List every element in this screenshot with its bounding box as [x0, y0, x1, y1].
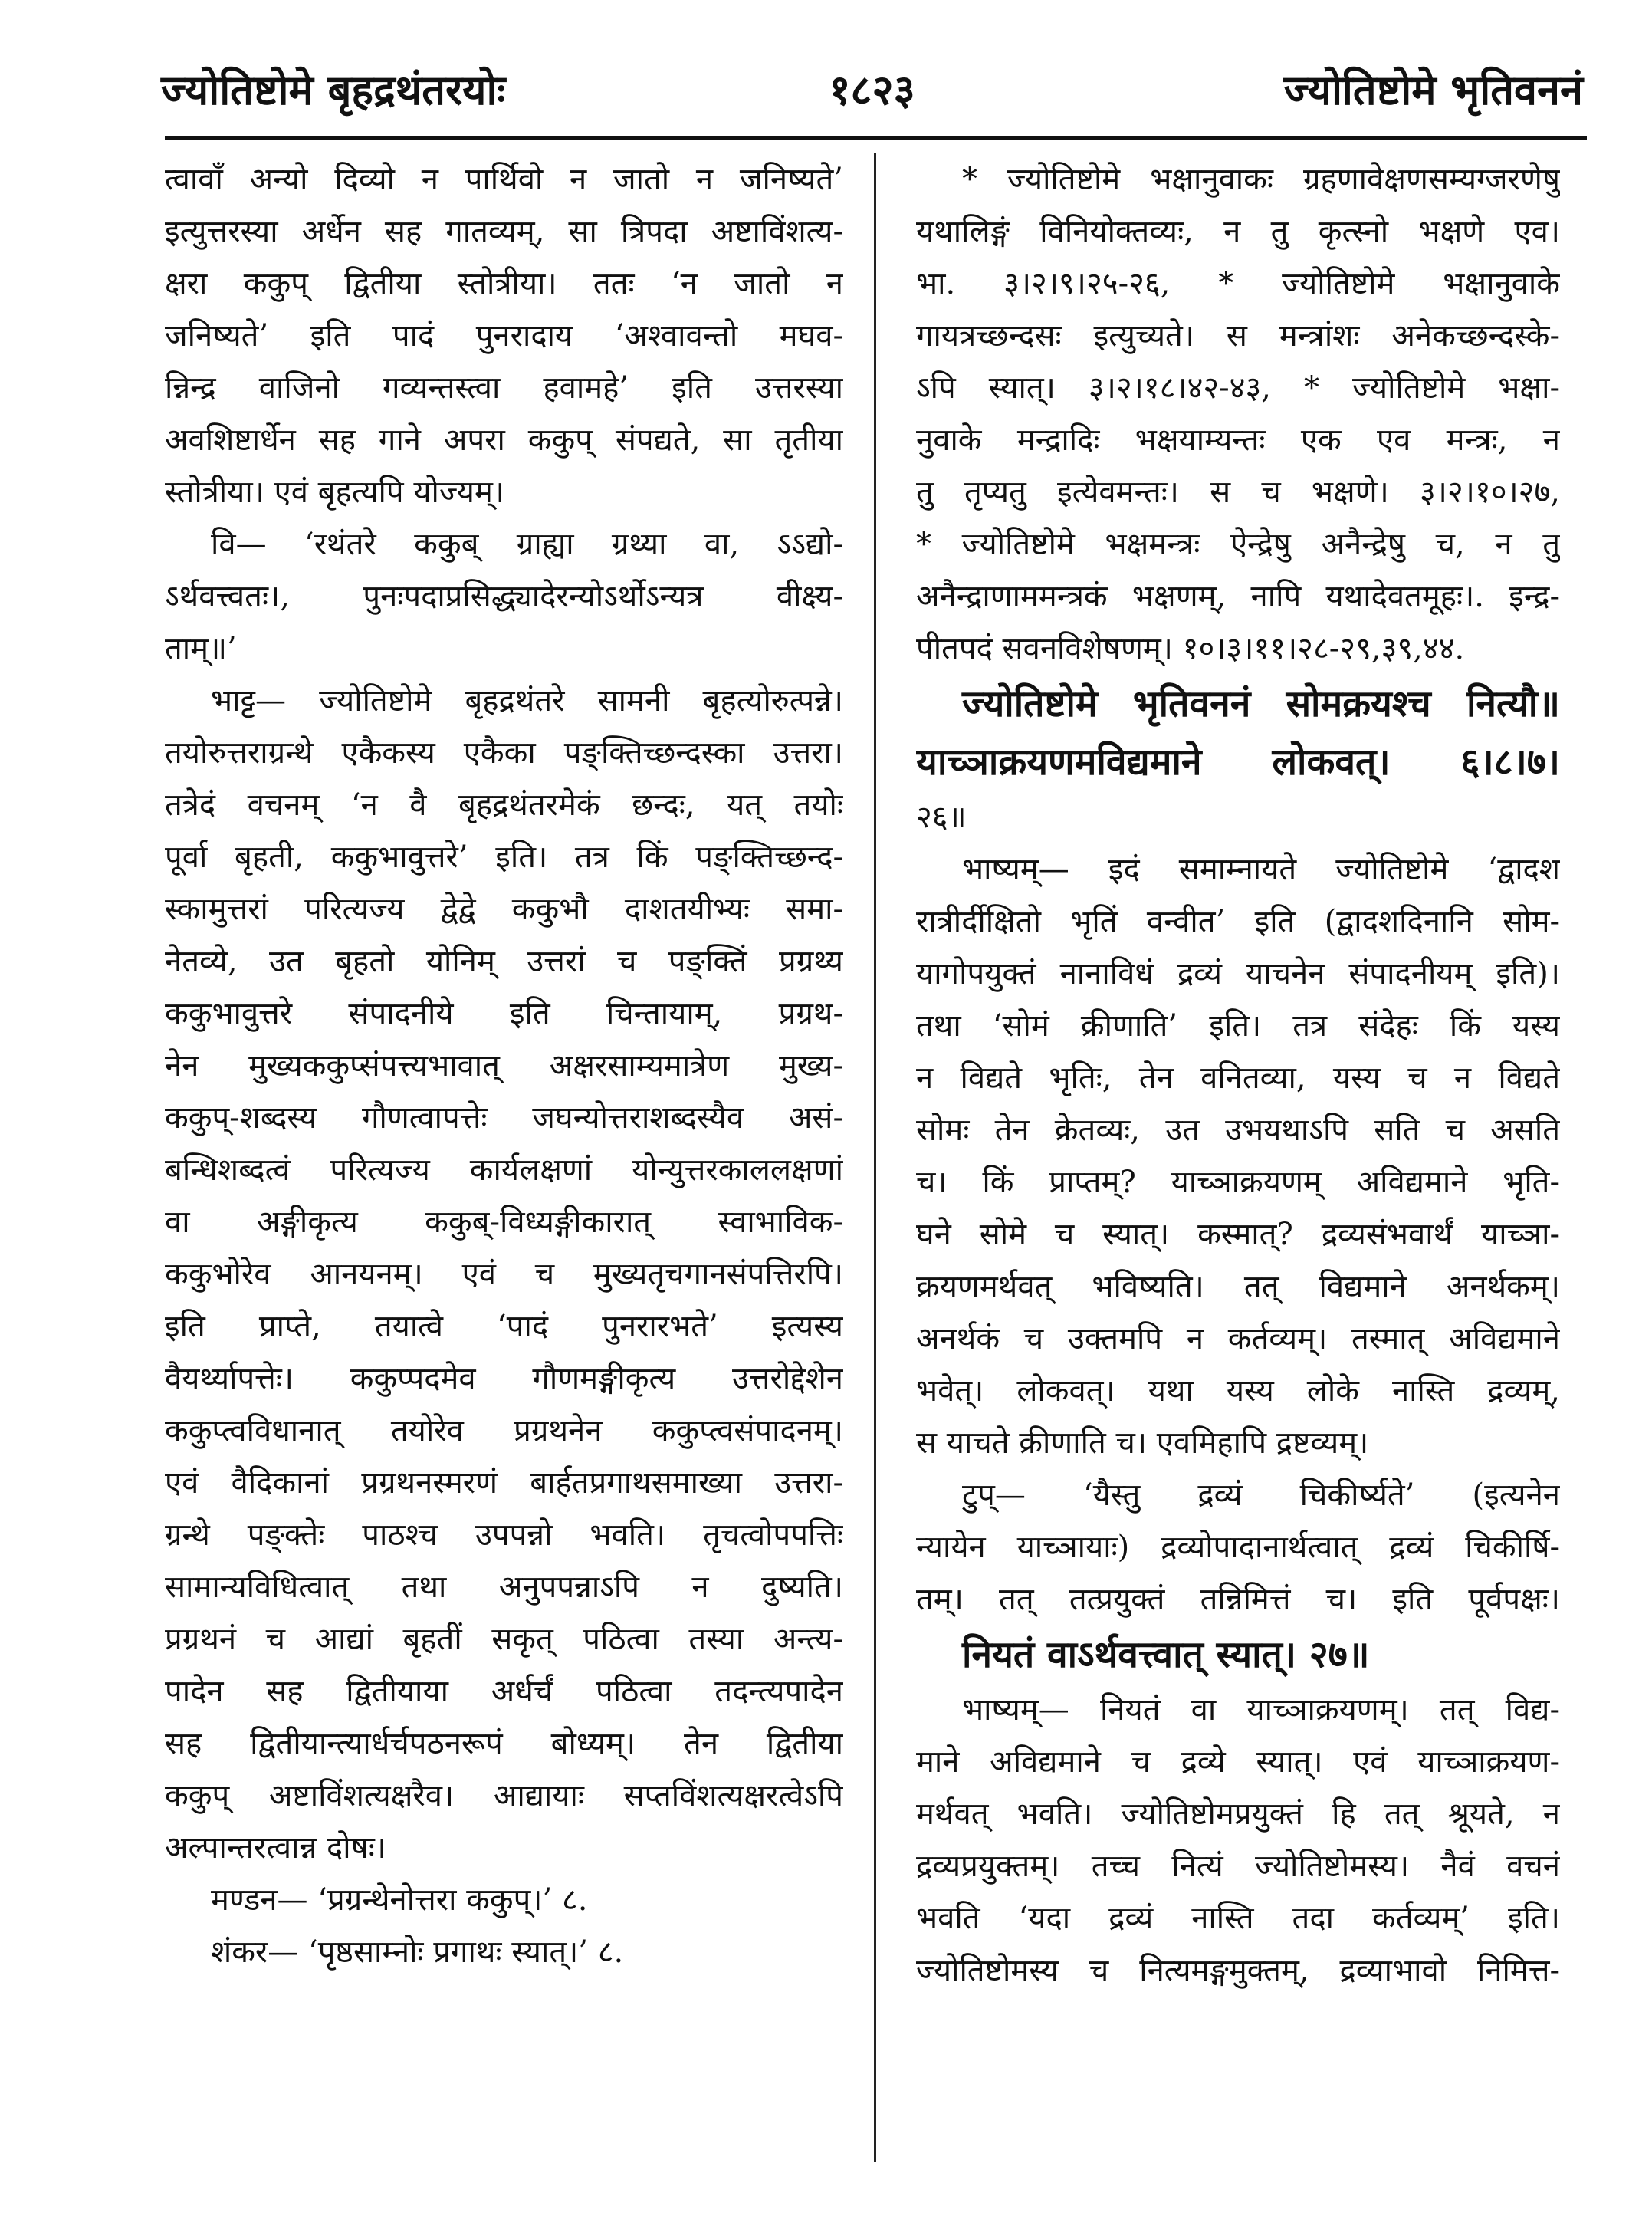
text-line: प्रग्रथनं च आद्यां बृहतीं सकृत् पठित्वा तस्या अन्त्य- — [165, 1622, 843, 1657]
text-line: भवेत्। लोकवत्। यथा यस्य लोके नास्ति द्रव्यम्, — [916, 1373, 1560, 1409]
column-divider — [874, 153, 876, 2162]
text-line: तु तृप्यतु इत्येवमन्तः। स च भक्षणे। ३।२।१०।२७, — [916, 475, 1560, 510]
text-line: ऽर्थवत्त्वतः।, पुनःपदाप्रसिद्ध्यादेरन्योऽर्थोऽन्यत्र वीक्ष्य- — [165, 579, 843, 614]
text-line: तयोरुत्तराग्रन्थे एकैकस्य एकैका पङ्क्तिच्छन्दस्का उत्तरा। — [165, 735, 843, 771]
text-line: क्षरा ककुप् द्वितीया स्तोत्रीया। ततः ‘न जातो न — [165, 266, 843, 301]
text-line: भाष्यम्— नियतं वा याच्ञाक्रयणम्। तत् विद्य- — [962, 1692, 1560, 1727]
text-line: अनैन्द्राणाममन्त्रकं भक्षणम्, नापि यथादेवतमूहः।. इन्द्र- — [916, 579, 1560, 614]
text-line: नेतव्ये, उत बृहतो योनिम् उत्तरां च पङ्क्तिं प्रग्रथ्य — [165, 944, 843, 979]
text-line: ऽपि स्यात्। ३।२।१८।४२-४३, * ज्योतिष्टोमे भक्षा- — [916, 370, 1560, 406]
text-line: तथा ‘सोमं क्रीणाति’ इति। तत्र संदेहः किं यस्य — [916, 1008, 1560, 1044]
text-line: स याचते क्रीणाति च। एवमिहापि द्रष्टव्यम्। — [916, 1425, 1369, 1461]
text-line: सह द्वितीयान्त्यार्धर्चपठनरूपं बोध्यम्। तेन द्वितीया — [165, 1726, 843, 1761]
text-line: सामान्यविधित्वात् तथा अनुपपन्नाऽपि न दुष्यति। — [165, 1570, 843, 1605]
text-line: क्रयणमर्थवत् भविष्यति। तत् विद्यमाने अनर्थकम्। — [916, 1269, 1560, 1304]
text-line: मण्डन— ‘प्रग्रन्थेनोत्तरा ककुप्।’ ८. — [211, 1882, 588, 1918]
text-line: यागोपयुक्तं नानाविधं द्रव्यं याचनेन संपादनीयम् इति)। — [916, 956, 1560, 991]
text-line: वि— ‘रथंतरे ककुब् ग्राह्या ग्रथ्या वा, ऽऽद्यो- — [211, 527, 843, 562]
text-line: २६॥ — [916, 800, 967, 835]
left-column — [165, 153, 843, 2193]
text-line: मर्थवत् भवति। ज्योतिष्टोमप्रयुक्तं हि तत् श्रूयते, न — [916, 1796, 1560, 1832]
text-line: जनिष्यते’ इति पादं पुनरादाय ‘अश्वावन्तो मघव- — [165, 318, 843, 353]
text-line: न विद्यते भृतिः, तेन वनितव्या, यस्य च न विद्यते — [916, 1060, 1560, 1096]
sutra-heading: ज्योतिष्टोमे भृतिवननं सोमक्रयश्च नित्यौ॥ — [962, 682, 1560, 725]
text-line: द्रव्यप्रयुक्तम्। तच्च नित्यं ज्योतिष्टोमस्य। नैवं वचनं — [916, 1849, 1560, 1884]
running-head-right: ज्योतिष्टोमे भृतिवननं — [1283, 65, 1583, 114]
sutra-heading: नियतं वाऽर्थवत्त्वात् स्यात्। २७॥ — [962, 1633, 1370, 1676]
text-line: सोमः तेन क्रेतव्यः, उत उभयथाऽपि सति च असति — [916, 1113, 1560, 1148]
text-line: नुवाके मन्द्रादिः भक्षयाम्यन्तः एक एव मन्त्रः, न — [916, 422, 1560, 458]
page-number: १८२३ — [829, 65, 915, 114]
text-line: ककुप्त्वविधानात् तयोरेव प्रग्रथनेन ककुप्त्वसंपादनम्। — [165, 1413, 843, 1448]
text-line: शंकर— ‘पृष्ठसाम्नोः प्रगाथः स्यात्।’ ८. — [211, 1935, 624, 1970]
text-line: न्निन्द्र वाजिनो गव्यन्तस्त्वा हवामहे’ इति उत्तरस्या — [165, 370, 843, 406]
text-line: ककुभोरेव आनयनम्। एवं च मुख्यतृचगानसंपत्तिरपि। — [165, 1257, 843, 1292]
text-line: न्यायेन याच्ञायाः) द्रव्योपादानार्थत्वात् द्रव्यं चिकीर्षि- — [916, 1530, 1560, 1565]
text-line: नेन मुख्यककुप्संपत्त्यभावात् अक्षरसाम्यमात्रेण मुख्य- — [165, 1048, 843, 1083]
text-line: तत्रेदं वचनम् ‘न वै बृहद्रथंतरमेकं छन्दः, यत् तयोः — [165, 787, 843, 823]
text-line: * ज्योतिष्टोमे भक्षानुवाकः ग्रहणावेक्षणसम्यग्जरणेषु — [962, 162, 1560, 197]
text-line: भवति ‘यदा द्रव्यं नास्ति तदा कर्तव्यम्’ इति। — [916, 1901, 1560, 1936]
text-line: पादेन सह द्वितीयाया अर्धर्चं पठित्वा तदन्त्यपादेन — [165, 1674, 843, 1709]
page-header — [161, 61, 1583, 146]
sutra-heading: याच्ञाक्रयणमविद्यमाने लोकवत्। ६।८।७। — [916, 741, 1560, 784]
right-column — [916, 153, 1560, 2193]
text-line: ककुप्-शब्दस्य गौणत्वापत्तेः जघन्योत्तराशब्दस्यैव असं- — [165, 1100, 843, 1136]
text-line: पूर्वा बृहती, ककुभावुत्तरे’ इति। तत्र किं पङ्क्तिच्छन्द- — [165, 840, 843, 875]
text-line: वा अङ्गीकृत्य ककुब्-विध्यङ्गीकारात् स्वाभाविक- — [165, 1205, 843, 1240]
text-line: च। किं प्राप्तम्? याच्ञाक्रयणम् अविद्यमाने भृति- — [916, 1165, 1560, 1200]
text-line: घने सोमे च स्यात्। कस्मात्? द्रव्यसंभवार्थं याच्ञा- — [916, 1217, 1560, 1252]
text-line: भाट्ट— ज्योतिष्टोमे बृहद्रथंतरे सामनी बृहत्योरुत्पन्ने। — [211, 683, 843, 718]
text-line: स्कामुत्तरां परित्यज्य द्वेद्वे ककुभौ दाशतयीभ्यः समा- — [165, 892, 843, 927]
text-line: तम्। तत् तत्प्रयुक्तं तन्निमित्तं च। इति पूर्वपक्षः। — [916, 1582, 1560, 1617]
text-line: बन्धिशब्दत्वं परित्यज्य कार्यलक्षणां योन्युत्तरकाललक्षणां — [165, 1152, 843, 1188]
text-line: ककुभावुत्तरे संपादनीये इति चिन्तायाम्, प्रग्रथ- — [165, 996, 843, 1031]
text-line: यथालिङ्गं विनियोक्तव्यः, न तु कृत्स्नो भक्षणे एव। — [916, 214, 1560, 249]
text-line: इत्युत्तरस्या अर्धेन सह गातव्यम्, सा त्रिपदा अष्टाविंशत्य- — [165, 214, 843, 249]
text-line: अनर्थकं च उक्तमपि न कर्तव्यम्। तस्मात् अविद्यमाने — [916, 1321, 1560, 1356]
text-line: रात्रीर्दीक्षितो भृतिं वन्वीत’ इति (द्वादशदिनानि सोम- — [916, 904, 1560, 939]
text-line: अवशिष्टार्धेन सह गाने अपरा ककुप् संपद्यते, सा तृतीया — [165, 422, 843, 458]
text-line: गायत्रच्छन्दसः इत्युच्यते। स मन्त्रांशः अनेकच्छन्दस्के- — [916, 318, 1560, 353]
text-line: ताम्॥’ — [165, 631, 237, 666]
text-line: वैयर्थ्यापत्तेः। ककुप्पदमेव गौणमङ्गीकृत्य उत्तरोद्देशेन — [165, 1361, 843, 1396]
text-line: त्वावाँ अन्यो दिव्यो न पार्थिवो न जातो न जनिष्यते’ — [165, 162, 843, 197]
header-rule — [165, 136, 1587, 140]
text-line: इति प्राप्ते, तयात्वे ‘पादं पुनरारभते’ इत्यस्य — [165, 1309, 843, 1344]
text-line: स्तोत्रीया। एवं बृहत्यपि योज्यम्। — [165, 475, 505, 510]
text-line: टुप्— ‘यैस्तु द्रव्यं चिकीर्ष्यते’ (इत्यनेन — [962, 1478, 1560, 1513]
running-head-left: ज्योतिष्टोमे बृहद्रथंतरयोः — [161, 65, 506, 114]
text-line: ज्योतिष्टोमस्य च नित्यमङ्गमुक्तम्, द्रव्याभावो निमित्त- — [916, 1953, 1560, 1988]
text-line: माने अविद्यमाने च द्रव्ये स्यात्। एवं याच्ञाक्रयण- — [916, 1744, 1560, 1780]
text-line: एवं वैदिकानां प्रग्रथनस्मरणं बार्हतप्रगाथसमाख्या उत्तरा- — [165, 1465, 843, 1501]
text-line: अल्पान्तरत्वान्न दोषः। — [165, 1830, 386, 1865]
text-line: पीतपदं सवनविशेषणम्। १०।३।११।२८-२९,३९,४४. — [916, 631, 1465, 666]
text-line: ग्रन्थे पङ्क्तेः पाठश्च उपपन्नो भवति। तृचत्वोपपत्तिः — [165, 1517, 843, 1553]
text-line: भाष्यम्— इदं समाम्नायते ज्योतिष्टोमे ‘द्वादश — [962, 852, 1560, 887]
text-line: ककुप् अष्टाविंशत्यक्षरैव। आद्यायाः सप्तविंशत्यक्षरत्वेऽपि — [165, 1778, 843, 1813]
text-line: भा. ३।२।९।२५-२६, * ज्योतिष्टोमे भक्षानुवाके — [916, 266, 1560, 301]
text-line: * ज्योतिष्टोमे भक्षमन्त्रः ऐन्द्रेषु अनैन्द्रेषु च, न तु — [916, 527, 1560, 562]
